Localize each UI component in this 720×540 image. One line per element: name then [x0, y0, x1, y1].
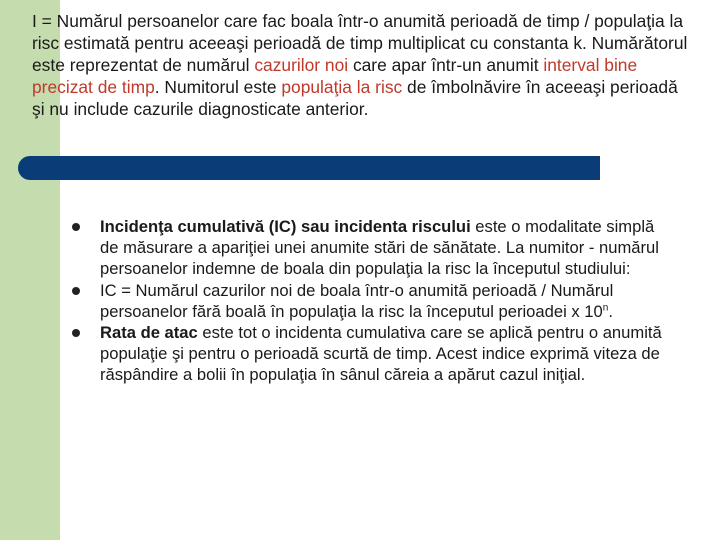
list-item [70, 280, 670, 322]
item-text: este o modalitate simplă de măsurare a apariţiei unei anumite stări de sănătate. La numitor - numărul persoanelor indemne de boala din populaţia la risc la începutul studiului: [100, 217, 659, 279]
bullet-list [70, 216, 670, 386]
incidence-definition-paragraph [32, 10, 692, 120]
paragraph-text: care apar într-un anumit [348, 55, 544, 75]
paragraph-text: I = Numărul persoanelor care fac boala într-o anumită perioadă de timp / populaţia la risc estimată pentru aceeaşi perioadă de timp multiplicat cu constanta k. Numărătorul este reprezentat de numărul [32, 11, 688, 75]
bullet-dot-icon [72, 329, 80, 337]
list-item [70, 322, 670, 386]
paragraph-text: . Numitorul este [154, 77, 282, 97]
highlight-time-interval: interval bine precizat de timp [32, 55, 638, 97]
highlight-new-cases: cazurilor noi [254, 55, 349, 75]
list-item [70, 216, 670, 280]
exponent: n [602, 302, 609, 314]
item-text: . [608, 301, 613, 321]
bullet-dot-icon [72, 287, 80, 295]
highlight-population-at-risk: populaţia la risc [281, 77, 403, 97]
paragraph-text: de îmbolnăvire în aceeaşi perioadă şi nu include cazurile diagnosticate anterior. [32, 77, 678, 119]
item-text: IC = Numărul cazurilor noi de boala într-o anumită perioadă / Numărul persoanelor fără boală în populaţia la risc la începutul perioadei x 10 [100, 280, 614, 321]
term-bold: Incidenţa cumulativă (IC) sau incidenta riscului [100, 217, 471, 236]
bullet-dot-icon [72, 223, 80, 231]
term-bold: Rata de atac [100, 323, 198, 343]
item-text: este tot o incidenta cumulativa care se aplică pentru o anumită populaţie şi pentru o perioadă scurtă de timp. Acest indice exprimă viteza de răspândire a bolii în populaţia în sânul căreia a apărut cazul iniţial. [100, 323, 662, 385]
section-divider-bar [18, 156, 600, 180]
